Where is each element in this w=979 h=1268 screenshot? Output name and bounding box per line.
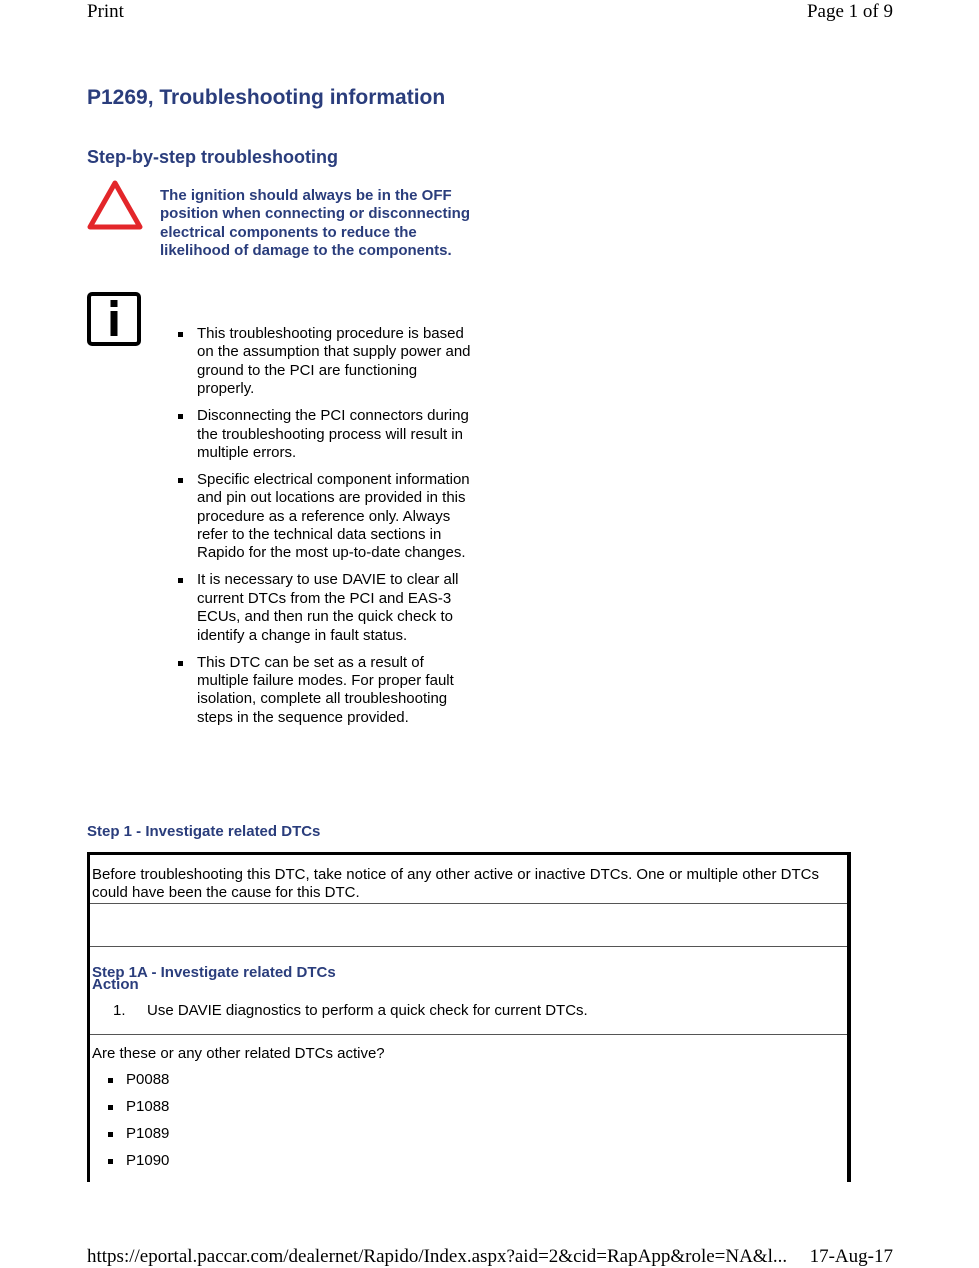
footer-url: https://eportal.paccar.com/dealernet/Rapido/Index.aspx?aid=2&cid=RapApp&role=NA&l... bbox=[87, 1246, 788, 1267]
info-icon bbox=[87, 292, 141, 346]
table-row bbox=[90, 904, 847, 981]
step1-intro: Before troubleshooting this DTC, take notice of any other active or inactive DTCs. One or multiple other DTCs could have been the cause for this DTC. bbox=[92, 866, 819, 902]
list-item: This DTC can be set as a result of multiple failure modes. For proper fault isolation, complete all troubleshooting steps in the sequence provided. bbox=[178, 654, 478, 728]
info-notes-list bbox=[178, 325, 478, 736]
print-header-label: Print bbox=[87, 1, 124, 22]
page-title: P1269, Troubleshooting information bbox=[87, 86, 446, 109]
list-item: P1089 bbox=[108, 1125, 169, 1152]
action-step-number: 1. bbox=[113, 1002, 126, 1019]
dtc-list bbox=[108, 1071, 169, 1179]
action-label: Action bbox=[92, 976, 139, 993]
action-step bbox=[113, 1002, 588, 1020]
list-item: This troubleshooting procedure is based on the assumption that supply power and ground to the PCI are functioning properly. bbox=[178, 325, 478, 399]
list-item: It is necessary to use DAVIE to clear all current DTCs from the PCI and EAS-3 ECUs, and then run the quick check to identify a change in fault status. bbox=[178, 571, 478, 645]
step1-heading: Step 1 - Investigate related DTCs bbox=[87, 823, 321, 840]
list-item: P0088 bbox=[108, 1071, 169, 1098]
step1-table bbox=[87, 852, 851, 1182]
list-item: P1088 bbox=[108, 1098, 169, 1125]
step1a-heading: Step 1A - Investigate related DTCs bbox=[92, 964, 336, 981]
dtc-question: Are these or any other related DTCs active? bbox=[92, 1045, 385, 1062]
warning-text: The ignition should always be in the OFF position when connecting or disconnecting electrical components to reduce the likelihood of damage to the components. bbox=[160, 187, 471, 260]
footer-date: 17-Aug-17 bbox=[809, 1246, 893, 1267]
list-item: P1090 bbox=[108, 1152, 169, 1179]
list-item: Disconnecting the PCI connectors during the troubleshooting process will result in multiple errors. bbox=[178, 407, 478, 462]
page-number: Page 1 of 9 bbox=[806, 1, 893, 22]
list-item: Specific electrical component information and pin out locations are provided in this procedure as a reference only. Always refer to the technical data sections in Rapido for the most up-to-date changes. bbox=[178, 471, 478, 563]
table-row bbox=[90, 855, 847, 904]
section-title: Step-by-step troubleshooting bbox=[87, 147, 338, 167]
warning-triangle-icon bbox=[87, 179, 143, 231]
action-step-text: Use DAVIE diagnostics to perform a quick check for current DTCs. bbox=[147, 1002, 588, 1019]
